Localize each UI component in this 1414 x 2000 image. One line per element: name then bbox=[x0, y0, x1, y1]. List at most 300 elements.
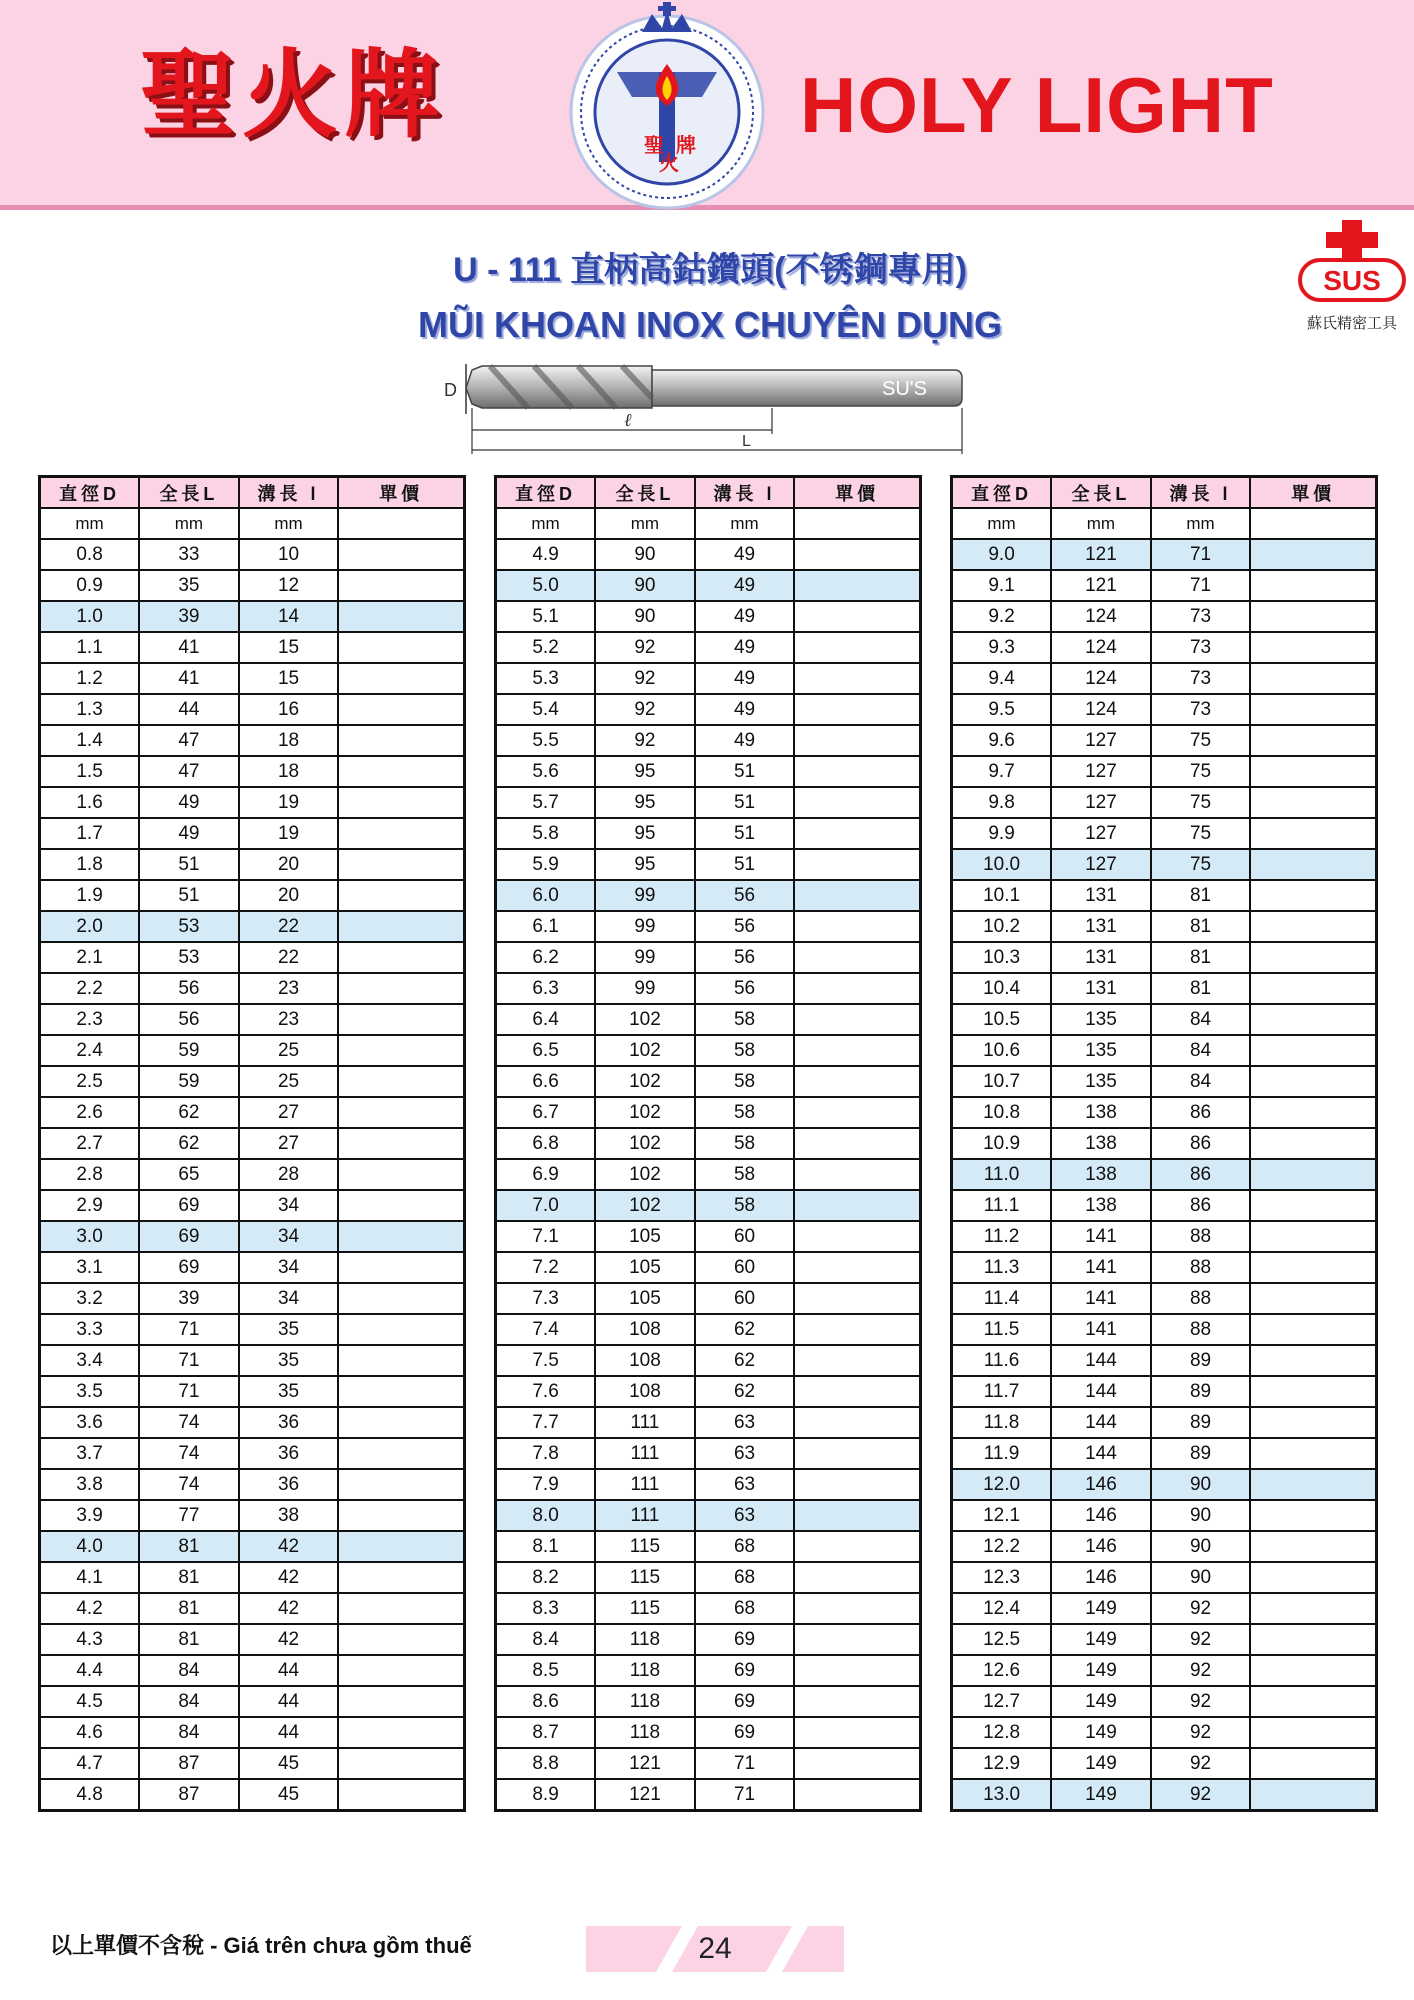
total-length-cell: 121 bbox=[1051, 570, 1151, 601]
total-length-cell: 87 bbox=[139, 1748, 239, 1779]
table-row bbox=[40, 570, 465, 601]
size-table-3 bbox=[950, 475, 1378, 1812]
diameter-cell: 10.6 bbox=[952, 1035, 1052, 1066]
flute-length-cell: 51 bbox=[695, 818, 795, 849]
unit-price-cell bbox=[794, 1252, 920, 1283]
diameter-cell: 8.1 bbox=[496, 1531, 596, 1562]
diameter-cell: 11.3 bbox=[952, 1252, 1052, 1283]
total-length-cell: 41 bbox=[139, 663, 239, 694]
flute-length-cell: 88 bbox=[1151, 1314, 1251, 1345]
table-row bbox=[952, 1438, 1377, 1469]
unit-price-cell bbox=[794, 1221, 920, 1252]
flute-length-cell: 71 bbox=[1151, 570, 1251, 601]
total-length-cell: 127 bbox=[1051, 787, 1151, 818]
total-length-cell: 92 bbox=[595, 663, 695, 694]
table-row bbox=[496, 570, 921, 601]
total-length-cell: 92 bbox=[595, 725, 695, 756]
diameter-cell: 10.7 bbox=[952, 1066, 1052, 1097]
tax-note: 以上單價不含稅 - Giá trên chưa gồm thuế bbox=[50, 1933, 472, 1958]
table-row bbox=[496, 1500, 921, 1531]
total-length-cell: 127 bbox=[1051, 849, 1151, 880]
diameter-cell: 1.6 bbox=[40, 787, 140, 818]
diameter-cell: 2.7 bbox=[40, 1128, 140, 1159]
total-length-cell: 95 bbox=[595, 849, 695, 880]
flute-length-cell: 62 bbox=[695, 1376, 795, 1407]
unit-price-cell bbox=[338, 1283, 464, 1314]
unit-cell: mm bbox=[1051, 508, 1151, 539]
drill-diameter-label: D bbox=[444, 380, 457, 400]
flute-length-cell: 25 bbox=[239, 1035, 339, 1066]
unit-cell-price bbox=[1250, 508, 1376, 539]
unit-price-cell bbox=[794, 1066, 920, 1097]
flute-length-cell: 88 bbox=[1151, 1252, 1251, 1283]
diameter-cell: 6.3 bbox=[496, 973, 596, 1004]
unit-price-cell bbox=[338, 1717, 464, 1748]
flute-length-cell: 35 bbox=[239, 1345, 339, 1376]
flute-length-cell: 27 bbox=[239, 1097, 339, 1128]
total-length-cell: 115 bbox=[595, 1531, 695, 1562]
diameter-cell: 9.6 bbox=[952, 725, 1052, 756]
total-length-cell: 90 bbox=[595, 570, 695, 601]
total-length-cell: 69 bbox=[139, 1221, 239, 1252]
table-row bbox=[40, 1283, 465, 1314]
drill-flute-label: ℓ bbox=[624, 410, 632, 431]
diameter-cell: 2.9 bbox=[40, 1190, 140, 1221]
flute-length-cell: 49 bbox=[695, 663, 795, 694]
diameter-cell: 12.1 bbox=[952, 1500, 1052, 1531]
table-row bbox=[40, 1562, 465, 1593]
total-length-cell: 138 bbox=[1051, 1190, 1151, 1221]
total-length-cell: 118 bbox=[595, 1655, 695, 1686]
diameter-cell: 5.7 bbox=[496, 787, 596, 818]
total-length-cell: 81 bbox=[139, 1531, 239, 1562]
total-length-cell: 127 bbox=[1051, 725, 1151, 756]
diameter-cell: 12.0 bbox=[952, 1469, 1052, 1500]
flute-length-cell: 92 bbox=[1151, 1624, 1251, 1655]
total-length-cell: 102 bbox=[595, 1190, 695, 1221]
unit-price-cell bbox=[1250, 1159, 1376, 1190]
unit-price-cell bbox=[794, 1717, 920, 1748]
table-row bbox=[952, 694, 1377, 725]
sus-logo-caption: 蘇氏精密工具 bbox=[1306, 315, 1397, 332]
total-length-cell: 127 bbox=[1051, 818, 1151, 849]
flute-length-cell: 81 bbox=[1151, 942, 1251, 973]
flute-length-cell: 69 bbox=[695, 1686, 795, 1717]
flute-length-cell: 58 bbox=[695, 1190, 795, 1221]
table-row bbox=[40, 1190, 465, 1221]
flute-length-cell: 88 bbox=[1151, 1283, 1251, 1314]
unit-price-cell bbox=[1250, 1438, 1376, 1469]
table-row bbox=[40, 1035, 465, 1066]
table-row bbox=[40, 1097, 465, 1128]
unit-price-cell bbox=[794, 1283, 920, 1314]
total-length-cell: 95 bbox=[595, 818, 695, 849]
table-row bbox=[952, 818, 1377, 849]
flute-length-cell: 27 bbox=[239, 1128, 339, 1159]
diameter-cell: 1.5 bbox=[40, 756, 140, 787]
flute-length-cell: 63 bbox=[695, 1438, 795, 1469]
product-title-chinese: U - 111 直柄高鈷鑽頭(不锈鋼專用) bbox=[453, 251, 967, 289]
total-length-cell: 149 bbox=[1051, 1655, 1151, 1686]
table-row bbox=[40, 1066, 465, 1097]
total-length-cell: 141 bbox=[1051, 1221, 1151, 1252]
diameter-cell: 9.7 bbox=[952, 756, 1052, 787]
diameter-cell: 6.7 bbox=[496, 1097, 596, 1128]
table-row bbox=[952, 570, 1377, 601]
diameter-cell: 2.6 bbox=[40, 1097, 140, 1128]
unit-price-cell bbox=[338, 1438, 464, 1469]
table-row bbox=[40, 1717, 465, 1748]
unit-price-cell bbox=[1250, 1066, 1376, 1097]
svg-text:火: 火 bbox=[659, 151, 679, 175]
unit-price-cell bbox=[338, 1252, 464, 1283]
diameter-cell: 11.4 bbox=[952, 1283, 1052, 1314]
table-row bbox=[40, 1500, 465, 1531]
table-row bbox=[40, 818, 465, 849]
total-length-header: 全長L bbox=[139, 477, 239, 509]
total-length-cell: 84 bbox=[139, 1717, 239, 1748]
total-length-cell: 102 bbox=[595, 1066, 695, 1097]
flute-length-cell: 69 bbox=[695, 1624, 795, 1655]
total-length-cell: 131 bbox=[1051, 973, 1151, 1004]
total-length-cell: 39 bbox=[139, 601, 239, 632]
diameter-cell: 3.8 bbox=[40, 1469, 140, 1500]
diameter-cell: 9.3 bbox=[952, 632, 1052, 663]
unit-cell-price bbox=[794, 508, 920, 539]
table-row bbox=[496, 601, 921, 632]
total-length-cell: 71 bbox=[139, 1376, 239, 1407]
total-length-cell: 65 bbox=[139, 1159, 239, 1190]
flute-length-cell: 90 bbox=[1151, 1562, 1251, 1593]
flute-length-cell: 10 bbox=[239, 539, 339, 570]
unit-price-cell bbox=[338, 1655, 464, 1686]
diameter-cell: 4.1 bbox=[40, 1562, 140, 1593]
unit-price-cell bbox=[794, 1345, 920, 1376]
total-length-cell: 146 bbox=[1051, 1469, 1151, 1500]
diameter-cell: 3.5 bbox=[40, 1376, 140, 1407]
total-length-cell: 141 bbox=[1051, 1252, 1151, 1283]
flute-length-cell: 92 bbox=[1151, 1717, 1251, 1748]
diameter-cell: 1.3 bbox=[40, 694, 140, 725]
total-length-cell: 146 bbox=[1051, 1562, 1151, 1593]
unit-price-cell bbox=[1250, 1345, 1376, 1376]
diameter-cell: 12.5 bbox=[952, 1624, 1052, 1655]
diameter-header: 直徑D bbox=[40, 477, 140, 509]
flute-length-cell: 49 bbox=[695, 694, 795, 725]
diameter-cell: 5.1 bbox=[496, 601, 596, 632]
total-length-cell: 105 bbox=[595, 1252, 695, 1283]
diameter-cell: 3.2 bbox=[40, 1283, 140, 1314]
flute-length-cell: 75 bbox=[1151, 787, 1251, 818]
flute-length-cell: 49 bbox=[695, 632, 795, 663]
unit-price-cell bbox=[794, 911, 920, 942]
table-row bbox=[496, 942, 921, 973]
table-row bbox=[496, 1035, 921, 1066]
unit-price-cell bbox=[338, 1097, 464, 1128]
table-row bbox=[496, 1469, 921, 1500]
table-row bbox=[496, 1345, 921, 1376]
diameter-cell: 1.7 bbox=[40, 818, 140, 849]
total-length-cell: 111 bbox=[595, 1500, 695, 1531]
table-row bbox=[40, 1469, 465, 1500]
flute-length-cell: 58 bbox=[695, 1159, 795, 1190]
diameter-cell: 3.0 bbox=[40, 1221, 140, 1252]
diameter-cell: 7.6 bbox=[496, 1376, 596, 1407]
total-length-cell: 115 bbox=[595, 1593, 695, 1624]
flute-length-cell: 86 bbox=[1151, 1190, 1251, 1221]
total-length-cell: 131 bbox=[1051, 942, 1151, 973]
diameter-cell: 0.8 bbox=[40, 539, 140, 570]
table-row bbox=[496, 818, 921, 849]
table-row bbox=[496, 1779, 921, 1811]
table-row bbox=[952, 1283, 1377, 1314]
flute-length-cell: 56 bbox=[695, 973, 795, 1004]
flute-length-cell: 68 bbox=[695, 1562, 795, 1593]
flute-length-cell: 28 bbox=[239, 1159, 339, 1190]
unit-price-cell bbox=[794, 787, 920, 818]
unit-price-cell bbox=[1250, 1562, 1376, 1593]
diameter-cell: 8.2 bbox=[496, 1562, 596, 1593]
flute-length-cell: 86 bbox=[1151, 1097, 1251, 1128]
table-row bbox=[496, 1066, 921, 1097]
flute-length-cell: 45 bbox=[239, 1748, 339, 1779]
diameter-cell: 7.8 bbox=[496, 1438, 596, 1469]
unit-price-cell bbox=[1250, 1500, 1376, 1531]
flute-length-cell: 73 bbox=[1151, 663, 1251, 694]
unit-price-cell bbox=[1250, 756, 1376, 787]
total-length-cell: 131 bbox=[1051, 911, 1151, 942]
table-row bbox=[40, 1593, 465, 1624]
flute-length-cell: 60 bbox=[695, 1283, 795, 1314]
flute-length-header: 溝長 l bbox=[239, 477, 339, 509]
size-table-1 bbox=[38, 475, 466, 1812]
table-row bbox=[952, 880, 1377, 911]
unit-price-cell bbox=[794, 1655, 920, 1686]
total-length-cell: 144 bbox=[1051, 1345, 1151, 1376]
unit-price-cell bbox=[794, 880, 920, 911]
unit-price-cell bbox=[1250, 539, 1376, 570]
product-title-vietnamese: MŨI KHOAN INOX CHUYÊN DỤNG bbox=[417, 304, 1002, 345]
flute-length-cell: 63 bbox=[695, 1407, 795, 1438]
diameter-cell: 12.6 bbox=[952, 1655, 1052, 1686]
total-length-cell: 90 bbox=[595, 601, 695, 632]
total-length-cell: 39 bbox=[139, 1283, 239, 1314]
drill-marking: SU'S bbox=[882, 378, 927, 400]
flute-length-cell: 88 bbox=[1151, 1221, 1251, 1252]
diameter-cell: 2.1 bbox=[40, 942, 140, 973]
table-unit-row bbox=[952, 508, 1377, 539]
total-length-cell: 99 bbox=[595, 911, 695, 942]
diameter-cell: 12.8 bbox=[952, 1717, 1052, 1748]
table-row bbox=[952, 539, 1377, 570]
flute-length-cell: 89 bbox=[1151, 1438, 1251, 1469]
total-length-cell: 149 bbox=[1051, 1593, 1151, 1624]
flute-length-cell: 35 bbox=[239, 1376, 339, 1407]
flute-length-cell: 56 bbox=[695, 911, 795, 942]
table-row bbox=[952, 663, 1377, 694]
flute-length-cell: 58 bbox=[695, 1035, 795, 1066]
table-row bbox=[496, 787, 921, 818]
total-length-cell: 111 bbox=[595, 1438, 695, 1469]
table-row bbox=[40, 1438, 465, 1469]
total-length-cell: 77 bbox=[139, 1500, 239, 1531]
flute-length-cell: 63 bbox=[695, 1500, 795, 1531]
flute-length-cell: 71 bbox=[1151, 539, 1251, 570]
unit-price-cell bbox=[1250, 1779, 1376, 1811]
unit-price-cell bbox=[794, 1593, 920, 1624]
flute-length-cell: 84 bbox=[1151, 1035, 1251, 1066]
unit-price-cell bbox=[1250, 818, 1376, 849]
table-row bbox=[496, 1407, 921, 1438]
table-row bbox=[496, 1004, 921, 1035]
table-row bbox=[496, 1221, 921, 1252]
table-row bbox=[952, 787, 1377, 818]
table-row bbox=[952, 1314, 1377, 1345]
unit-price-cell bbox=[338, 694, 464, 725]
unit-price-cell bbox=[1250, 849, 1376, 880]
total-length-cell: 121 bbox=[1051, 539, 1151, 570]
total-length-cell: 41 bbox=[139, 632, 239, 663]
diameter-cell: 7.7 bbox=[496, 1407, 596, 1438]
table-row bbox=[40, 849, 465, 880]
diameter-cell: 6.1 bbox=[496, 911, 596, 942]
flute-length-cell: 92 bbox=[1151, 1686, 1251, 1717]
flute-length-cell: 81 bbox=[1151, 911, 1251, 942]
table-row bbox=[40, 601, 465, 632]
table-row bbox=[40, 694, 465, 725]
diameter-cell: 13.0 bbox=[952, 1779, 1052, 1811]
total-length-cell: 47 bbox=[139, 725, 239, 756]
table-row bbox=[952, 911, 1377, 942]
flute-length-cell: 19 bbox=[239, 818, 339, 849]
total-length-cell: 81 bbox=[139, 1593, 239, 1624]
table-row bbox=[496, 1252, 921, 1283]
unit-cell-price bbox=[338, 508, 464, 539]
unit-price-cell bbox=[1250, 1190, 1376, 1221]
total-length-cell: 141 bbox=[1051, 1314, 1151, 1345]
flute-length-cell: 51 bbox=[695, 849, 795, 880]
diameter-cell: 12.4 bbox=[952, 1593, 1052, 1624]
diameter-cell: 9.9 bbox=[952, 818, 1052, 849]
total-length-cell: 118 bbox=[595, 1686, 695, 1717]
unit-price-cell bbox=[338, 725, 464, 756]
unit-price-cell bbox=[1250, 1686, 1376, 1717]
unit-price-cell bbox=[338, 818, 464, 849]
table-row bbox=[952, 1159, 1377, 1190]
diameter-cell: 5.8 bbox=[496, 818, 596, 849]
unit-price-cell bbox=[338, 1159, 464, 1190]
table-row bbox=[40, 725, 465, 756]
diameter-cell: 10.8 bbox=[952, 1097, 1052, 1128]
total-length-cell: 87 bbox=[139, 1779, 239, 1811]
diameter-cell: 9.0 bbox=[952, 539, 1052, 570]
flute-length-cell: 69 bbox=[695, 1655, 795, 1686]
flute-length-cell: 22 bbox=[239, 942, 339, 973]
total-length-cell: 53 bbox=[139, 942, 239, 973]
total-length-cell: 149 bbox=[1051, 1748, 1151, 1779]
total-length-cell: 124 bbox=[1051, 694, 1151, 725]
unit-cell: mm bbox=[695, 508, 795, 539]
table-row bbox=[40, 1531, 465, 1562]
total-length-cell: 121 bbox=[595, 1748, 695, 1779]
unit-cell: mm bbox=[1151, 508, 1251, 539]
size-table-2 bbox=[494, 475, 922, 1812]
diameter-cell: 3.9 bbox=[40, 1500, 140, 1531]
table-row bbox=[40, 1407, 465, 1438]
unit-price-cell bbox=[338, 787, 464, 818]
total-length-cell: 62 bbox=[139, 1128, 239, 1159]
unit-price-cell bbox=[1250, 1128, 1376, 1159]
diameter-cell: 8.0 bbox=[496, 1500, 596, 1531]
flute-length-cell: 16 bbox=[239, 694, 339, 725]
flute-length-cell: 81 bbox=[1151, 973, 1251, 1004]
unit-price-cell bbox=[1250, 1593, 1376, 1624]
total-length-cell: 144 bbox=[1051, 1438, 1151, 1469]
flute-length-cell: 34 bbox=[239, 1252, 339, 1283]
flute-length-cell: 62 bbox=[695, 1345, 795, 1376]
total-length-cell: 105 bbox=[595, 1283, 695, 1314]
flute-length-cell: 71 bbox=[695, 1748, 795, 1779]
unit-price-cell bbox=[1250, 725, 1376, 756]
total-length-cell: 149 bbox=[1051, 1686, 1151, 1717]
table-row bbox=[952, 1624, 1377, 1655]
table-row bbox=[496, 1283, 921, 1314]
unit-price-cell bbox=[794, 942, 920, 973]
table-row bbox=[952, 1376, 1377, 1407]
flute-length-cell: 25 bbox=[239, 1066, 339, 1097]
table-row bbox=[40, 1748, 465, 1779]
table-row bbox=[952, 1531, 1377, 1562]
unit-cell: mm bbox=[496, 508, 596, 539]
table-row bbox=[40, 1779, 465, 1811]
flute-length-cell: 92 bbox=[1151, 1655, 1251, 1686]
diameter-cell: 7.3 bbox=[496, 1283, 596, 1314]
diameter-cell: 1.2 bbox=[40, 663, 140, 694]
unit-price-cell bbox=[794, 973, 920, 1004]
diameter-cell: 10.1 bbox=[952, 880, 1052, 911]
table-row bbox=[496, 1593, 921, 1624]
unit-price-cell bbox=[1250, 1748, 1376, 1779]
flute-length-cell: 51 bbox=[695, 756, 795, 787]
total-length-cell: 102 bbox=[595, 1004, 695, 1035]
total-length-cell: 108 bbox=[595, 1345, 695, 1376]
total-length-cell: 56 bbox=[139, 1004, 239, 1035]
table-row bbox=[952, 1190, 1377, 1221]
flute-length-header: 溝長 l bbox=[695, 477, 795, 509]
table-row bbox=[40, 1252, 465, 1283]
table-row bbox=[952, 942, 1377, 973]
total-length-cell: 59 bbox=[139, 1035, 239, 1066]
flute-length-cell: 58 bbox=[695, 1097, 795, 1128]
unit-price-cell bbox=[1250, 1717, 1376, 1748]
flute-length-cell: 45 bbox=[239, 1779, 339, 1811]
flute-length-cell: 15 bbox=[239, 663, 339, 694]
flute-length-cell: 56 bbox=[695, 880, 795, 911]
diameter-cell: 5.2 bbox=[496, 632, 596, 663]
unit-price-cell bbox=[1250, 1221, 1376, 1252]
total-length-cell: 102 bbox=[595, 1097, 695, 1128]
table-row bbox=[496, 849, 921, 880]
svg-text:牌: 牌 bbox=[676, 133, 696, 157]
unit-price-cell bbox=[794, 1004, 920, 1035]
table-row bbox=[40, 756, 465, 787]
total-length-cell: 56 bbox=[139, 973, 239, 1004]
flute-length-cell: 36 bbox=[239, 1438, 339, 1469]
unit-price-cell bbox=[1250, 663, 1376, 694]
table-row bbox=[496, 1562, 921, 1593]
diameter-cell: 1.4 bbox=[40, 725, 140, 756]
flute-length-cell: 22 bbox=[239, 911, 339, 942]
